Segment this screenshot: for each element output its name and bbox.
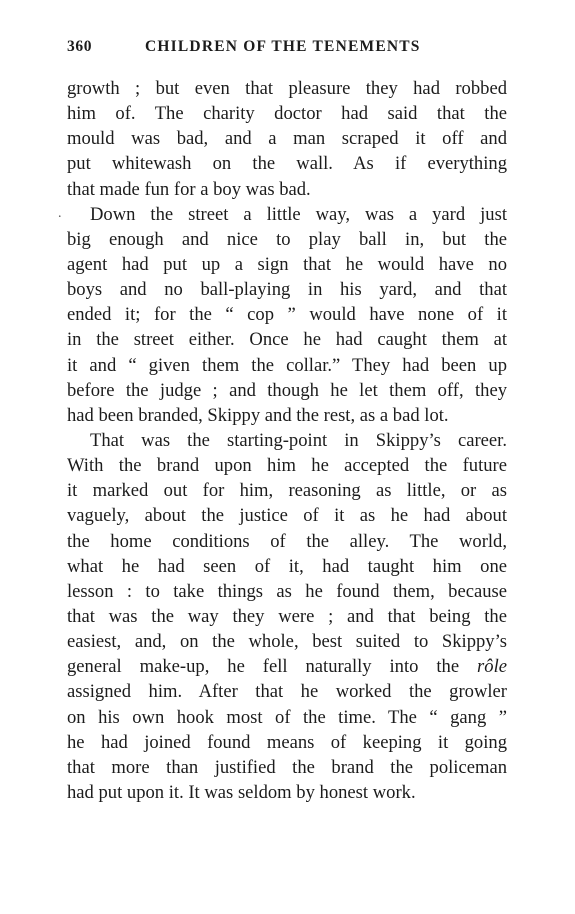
text-line: assigned him. After that he worked the growler [67,681,507,703]
text-line: the home conditions of the alley. The world, [67,530,507,552]
text-line: had put upon it. It was seldom by honest work. [67,781,416,803]
text-line: easiest, and, on the whole, best suited to Skippy’s [67,631,507,653]
text-line: it and “ given them the collar.” They had been up [67,354,507,376]
text-line: big enough and nice to play ball in, but the [67,228,507,250]
text-line: put whitewash on the wall. As if everything [67,153,507,175]
text-line: vaguely, about the justice of it as he had about [67,505,507,527]
text-line: he had joined found means of keeping it going [67,731,507,753]
text-line: before the judge ; and though he let them off, they [67,379,507,401]
text-line: that more than justified the brand the policeman [67,756,507,778]
text-line: in the street either. Once he had caught them at [67,329,507,351]
running-title: CHILDREN OF THE TENEMENTS [145,38,421,55]
text-line-start: general make-up, he fell naturally into the [67,656,478,678]
text-line: agent had put up a sign that he would have no [67,253,507,275]
paragraph-start-line: That was the starting-point in Skippy’s career. [90,429,507,451]
text-line: With the brand upon him he accepted the future [67,455,507,477]
page-number: 360 [67,38,93,55]
text-line: lesson : to take things as he found them, because [67,580,507,602]
text-line: on his own hook most of the time. The “ gang ” [67,706,507,728]
text-line: had been branded, Skippy and the rest, as a bad lot. [67,404,449,426]
text-line: him of. The charity doctor had said that the [67,103,507,125]
text-line: mould was bad, and a man scraped it off and [67,128,507,150]
paragraph-start-line: Down the street a little way, was a yard just [90,203,507,225]
text-line [67,654,507,679]
text-line: that made fun for a boy was bad. [67,178,311,200]
italic-word-role: rôle [477,656,507,678]
stray-ink-mark: . [58,206,62,221]
text-line: that was the way they were ; and that being the [67,605,507,627]
running-head [67,38,507,62]
text-line: growth ; but even that pleasure they had robbed [67,78,507,99]
text-line: boys and no ball-playing in his yard, and that [67,279,507,301]
text-line: ended it; for the “ cop ” would have none of it [67,304,507,326]
text-line: it marked out for him, reasoning as little, or as [67,480,507,502]
text-line: what he had seen of it, had taught him one [67,555,507,577]
body-text [67,76,507,805]
